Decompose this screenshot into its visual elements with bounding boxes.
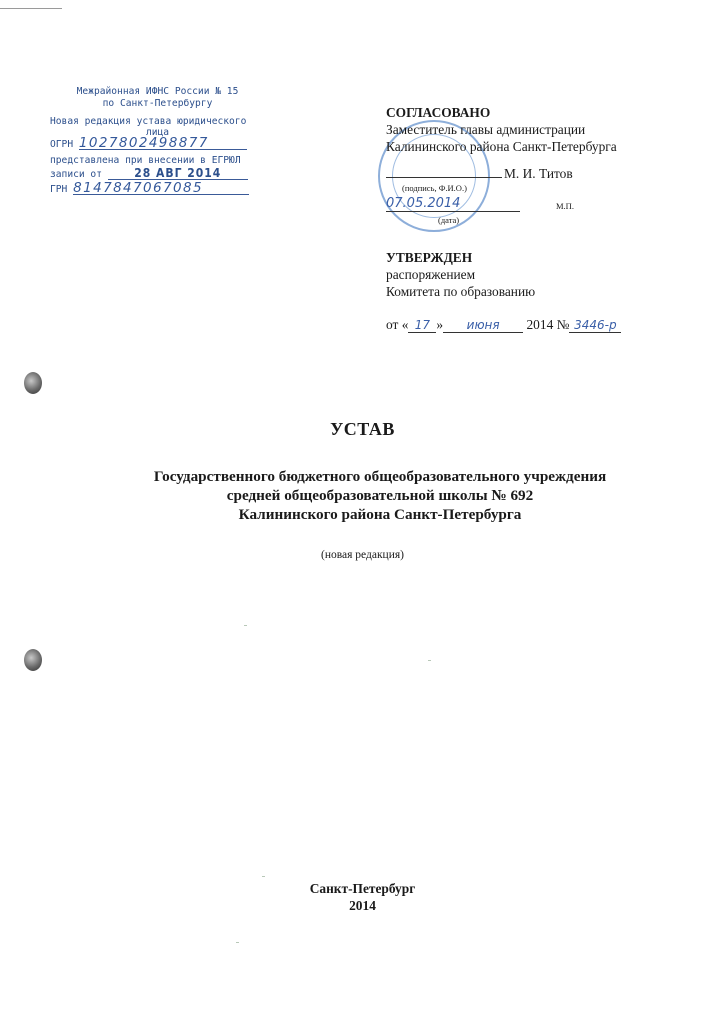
document-subtitle (100, 467, 660, 524)
from-prefix: от « (386, 317, 409, 332)
stamp-charter-line1: Новая редакция устава юридического (50, 116, 247, 127)
stamp-grn-label: ГРН (50, 184, 68, 195)
agreed-signer-name: М. И. Титов (504, 166, 573, 181)
approved-heading: УТВЕРЖДЕН (386, 250, 473, 265)
order-number: 3446-р (569, 318, 621, 333)
punch-hole-top (24, 372, 42, 394)
stamp-grn-value: 8147847067085 (73, 182, 249, 195)
approved-order-line (386, 317, 621, 333)
stamp-ogrn-value: 1027802498877 (79, 137, 247, 150)
agreed-signature-row (386, 161, 686, 183)
signature-caption: (подпись, Ф.И.О.) (402, 183, 467, 193)
agreed-position-line1: Заместитель главы администрации (386, 122, 586, 137)
year: 2014 (349, 898, 376, 913)
subtitle-line3: Калининского района Санкт-Петербурга (238, 506, 522, 523)
date-caption: (дата) (438, 215, 460, 225)
stamp-authority-line2: по Санкт-Петербургу (102, 98, 213, 109)
agreed-date-row (386, 193, 686, 215)
tax-registration-stamp (50, 86, 265, 197)
stamp-grn-row (50, 182, 265, 197)
stamp-ogrn-row (50, 137, 265, 152)
mid-quote: » (436, 317, 444, 332)
date-line (386, 211, 520, 212)
stamp-ogrn-label: ОГРН (50, 139, 74, 150)
stamp-record-label: записи от (50, 169, 102, 180)
scan-edge-line (0, 8, 62, 9)
order-month: июня (443, 318, 523, 333)
signature-line (386, 177, 502, 178)
place-and-year (0, 880, 725, 914)
agreed-block (386, 104, 686, 225)
agreed-date-handwritten: 07.05.2014 (386, 196, 461, 211)
punch-hole-bottom (24, 649, 42, 671)
subtitle-line1: Государственного бюджетного общеобразовательного учреждения (153, 468, 607, 485)
scan-speck (236, 942, 239, 943)
scan-speck (244, 625, 247, 626)
approved-line1: распоряжением (386, 267, 476, 282)
approved-block (386, 249, 686, 300)
subtitle-line2: средней общеобразовательной школы № 692 (226, 487, 534, 504)
order-year: 2014 № (526, 317, 570, 332)
scan-speck (428, 660, 431, 661)
approved-line2: Комитета по образованию (386, 284, 536, 299)
seal-mark: М.П. (556, 201, 574, 211)
city: Санкт-Петербург (309, 881, 416, 896)
stamp-authority-line1: Межрайонная ИФНС России № 15 (76, 86, 239, 97)
stamp-charter-line2: лица (145, 127, 170, 138)
agreed-position-line2: Калининского района Санкт-Петербурга (386, 139, 617, 154)
stamp-submitted-text: представлена при внесении в ЕГРЮЛ (50, 155, 241, 166)
stamp-record-date: 28 АВГ 2014 (108, 167, 248, 180)
scan-speck (262, 876, 265, 877)
order-day: 17 (408, 318, 436, 333)
agreed-heading: СОГЛАСОВАНО (386, 105, 491, 120)
edition-note: (новая редакция) (321, 549, 404, 561)
document-title: УСТАВ (330, 419, 395, 439)
